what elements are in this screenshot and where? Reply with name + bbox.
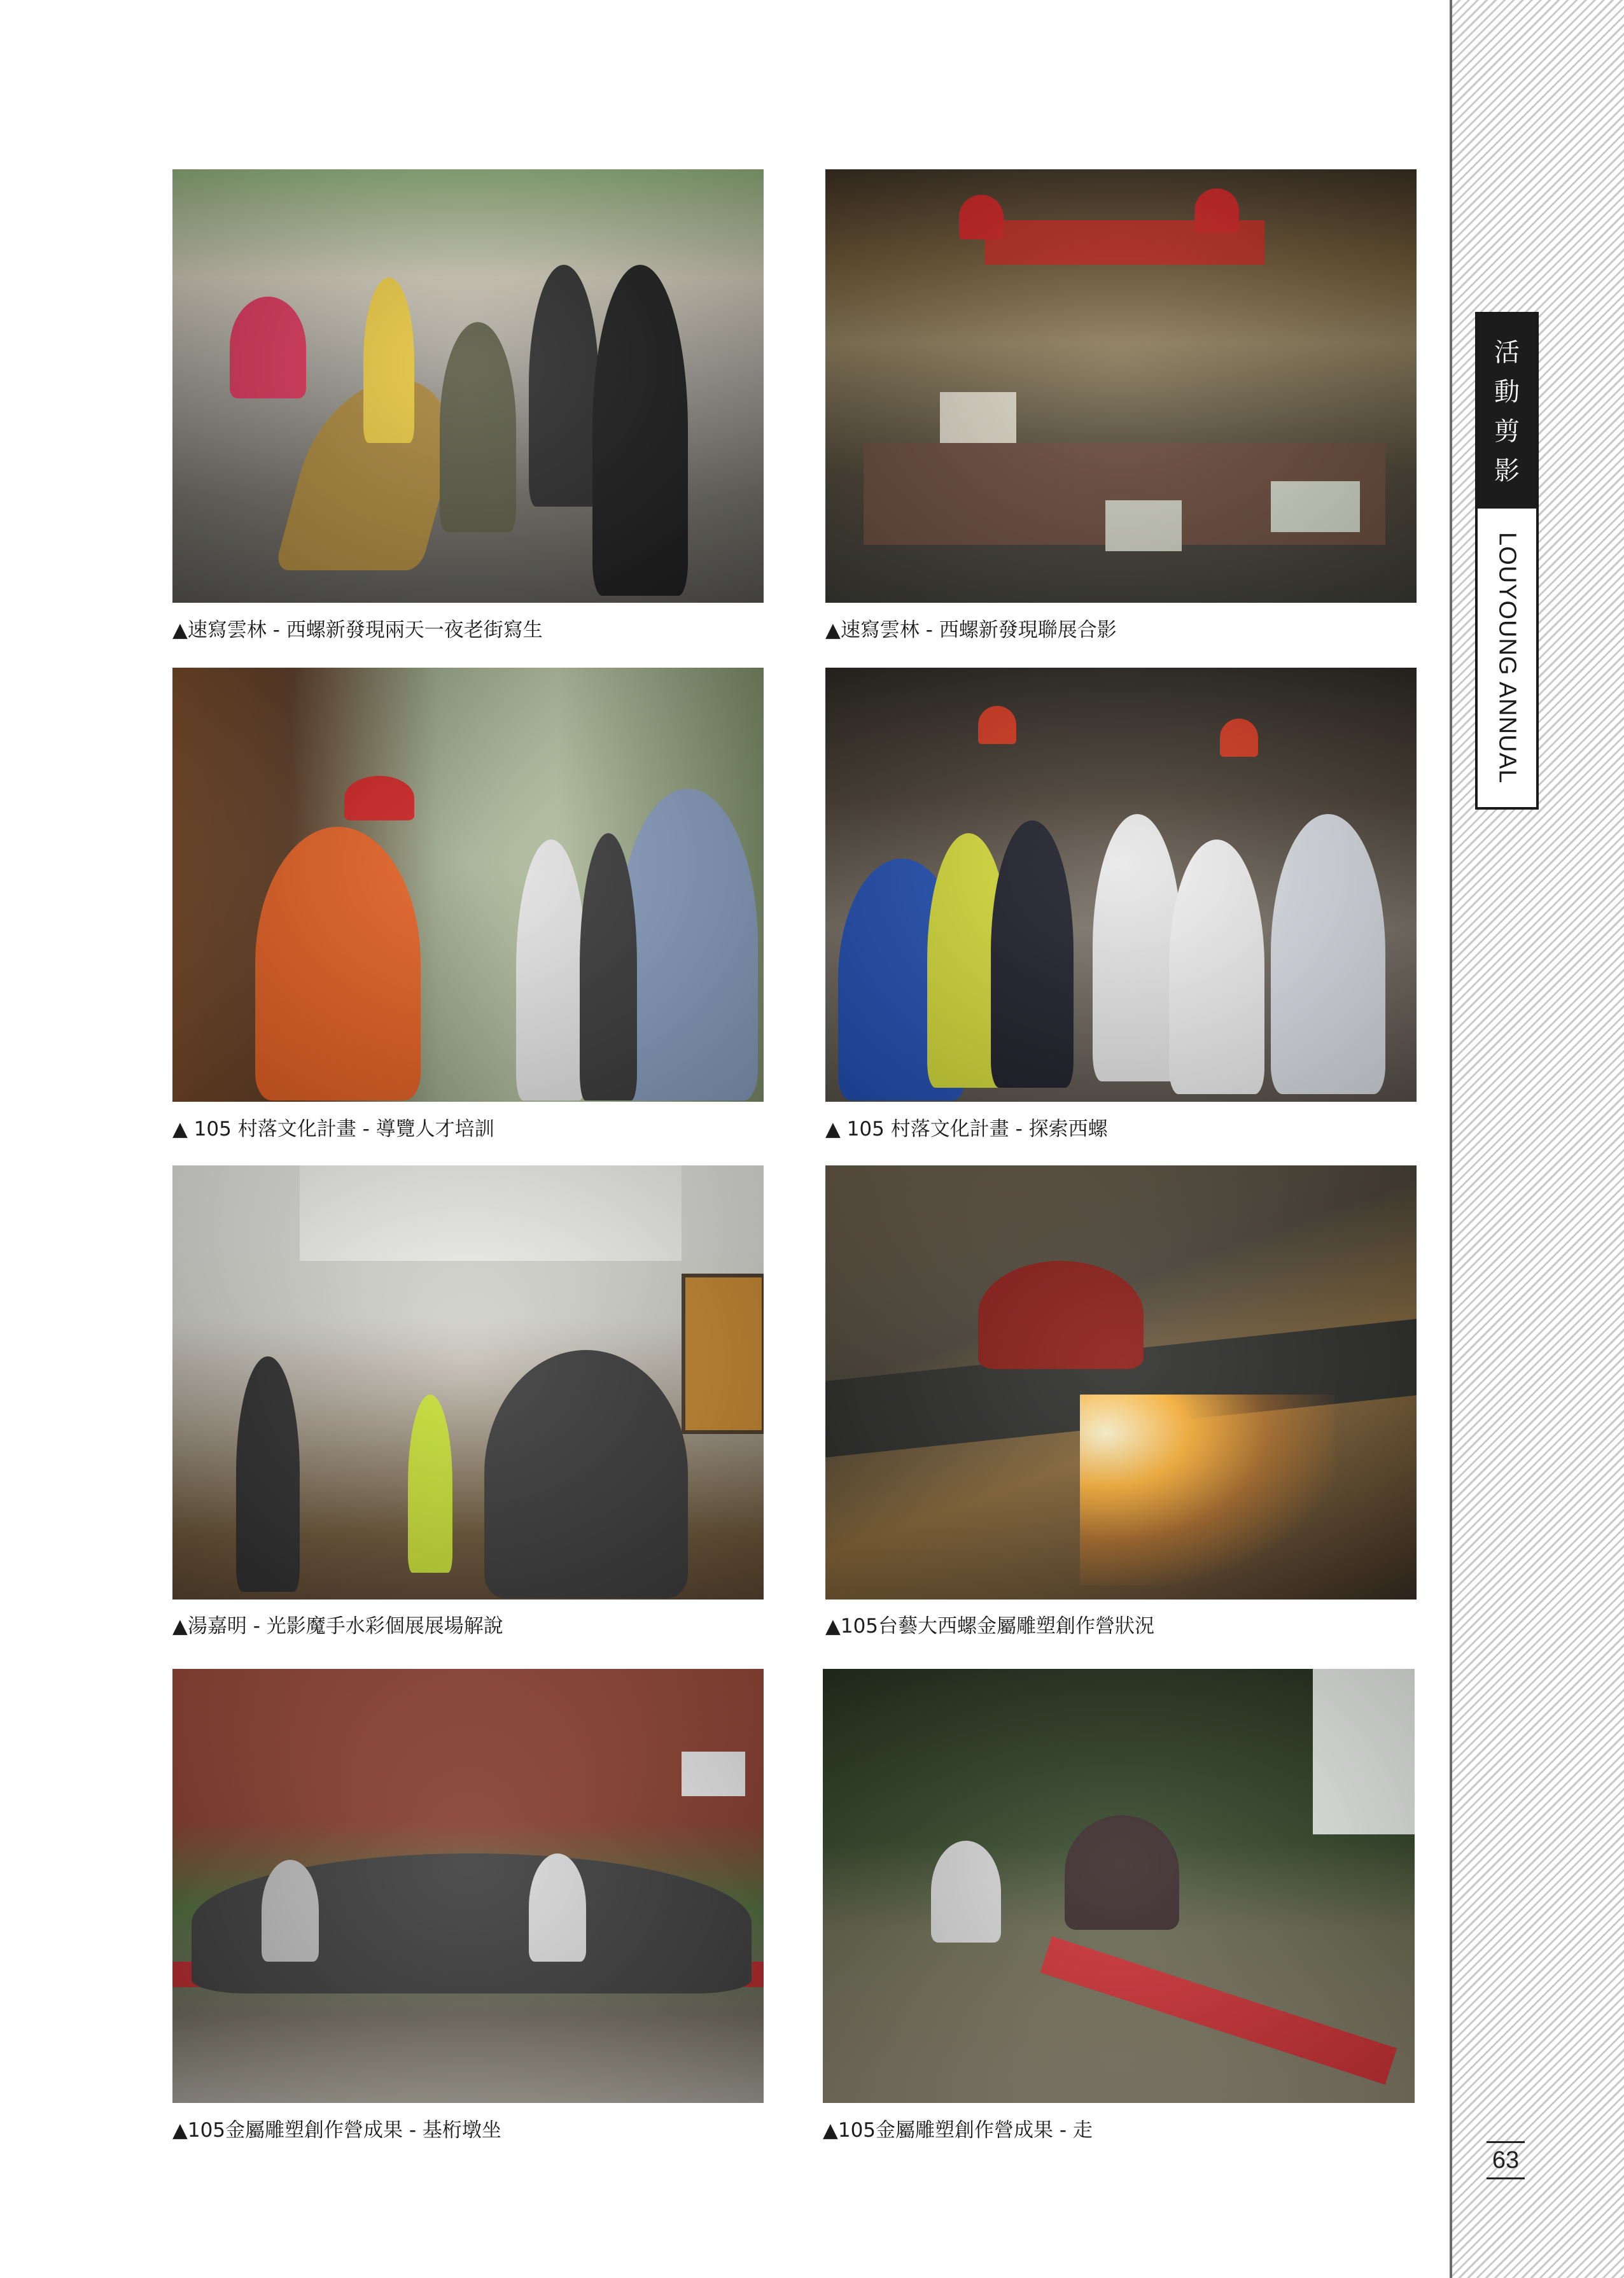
section-tab: [1475, 312, 1539, 810]
section-title-char: 活: [1494, 337, 1520, 367]
page-number: 63: [1487, 2141, 1525, 2179]
photo-caption: ▲105金屬雕塑創作營成果 - 走: [823, 2119, 1093, 2142]
photo-exploring-xiluo: [825, 668, 1417, 1102]
photo-caption: ▲ 105 村落文化計畫 - 探索西螺: [825, 1118, 1108, 1141]
photo-caption: ▲速寫雲林 - 西螺新發現聯展合影: [825, 619, 1117, 642]
photo-caption: ▲105金屬雕塑創作營成果 - 基桁墩坐: [172, 2119, 501, 2142]
section-title: [1478, 314, 1536, 509]
photo-caption: ▲湯嘉明 - 光影魔手水彩個展展場解說: [172, 1615, 503, 1638]
photo-watercolor-exhibition: [172, 1165, 764, 1600]
section-title-char: 影: [1494, 456, 1520, 486]
section-title-char: 動: [1494, 377, 1520, 407]
photo-sculpture-walk: [823, 1669, 1415, 2103]
section-subtitle: LOUYOUNG ANNUAL: [1494, 531, 1521, 784]
section-title-char: 剪: [1494, 416, 1520, 446]
photo-metal-grinding: [825, 1165, 1417, 1600]
photo-caption: ▲105台藝大西螺金屬雕塑創作營狀況: [825, 1615, 1155, 1638]
photo-caption: ▲速寫雲林 - 西螺新發現兩天一夜老街寫生: [172, 619, 543, 642]
photo-street-sketching: [172, 169, 764, 603]
photo-exhibition-group: [825, 169, 1417, 603]
photo-sculpture-bench: [172, 1669, 764, 2103]
section-subtitle-box: [1478, 509, 1536, 807]
photo-caption: ▲ 105 村落文化計畫 - 導覽人才培訓: [172, 1118, 494, 1141]
photo-guide-training: [172, 668, 764, 1102]
